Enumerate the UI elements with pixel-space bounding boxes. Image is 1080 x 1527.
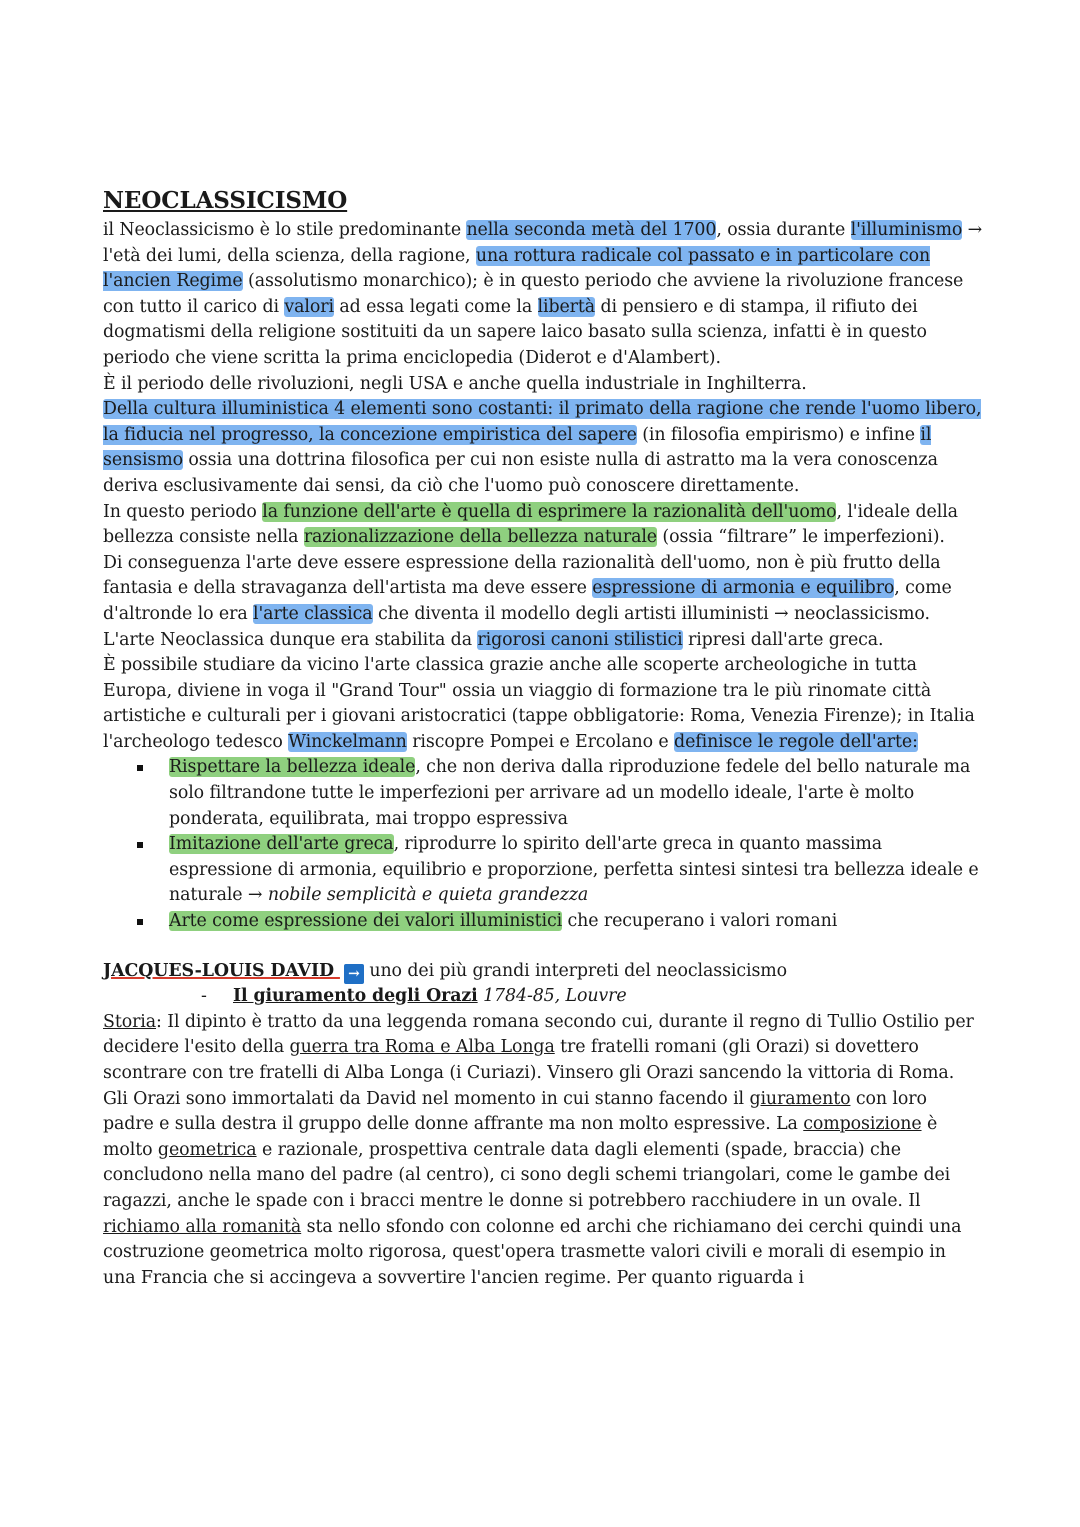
text: , come d'altronde lo era (103, 578, 952, 624)
text: con loro padre e sulla destra il gruppo delle donne affrante ma non molto espressive. La (103, 1088, 927, 1135)
paragraph-revolutions: È il periodo delle rivoluzioni, negli USA e anche quella industriale in Inghilterra. (103, 373, 807, 394)
artist-name: JACQUES-LOUIS DAVID (103, 960, 340, 981)
paragraph-intro (103, 218, 983, 372)
artist-description: uno dei più grandi interpreti del neoclassicismo (363, 960, 788, 981)
highlight-blue: nella seconda metà del 1700 (466, 220, 717, 240)
highlight-green: Arte come espressione dei valori illuministici (169, 911, 563, 932)
arrow-right-icon: → (344, 964, 364, 984)
highlight-green: razionalizzazione della bellezza naturale (303, 527, 657, 548)
highlight-green: Rispettare la bellezza ideale (169, 757, 416, 778)
highlight-blue: Winckelmann (288, 731, 407, 752)
paragraph-canons (103, 628, 983, 654)
work-title: Il giuramento degli Orazi (233, 986, 478, 1007)
highlight-blue: l'illuminismo (850, 220, 963, 240)
list-item (169, 909, 983, 935)
highlight-blue: definisce le regole dell'arte: (674, 731, 918, 752)
underlined-text: composizione (803, 1114, 922, 1135)
text: che diventa il modello degli artisti illuministi → neoclassicismo. (372, 603, 930, 624)
text: (assolutismo monarchico); è in questo periodo che avviene la rivoluzione francese con tutto il carico di (103, 271, 964, 317)
text: ossia una dottrina filosofica per cui non esiste nulla di astratto ma la vera conoscenza deriva esclusivamente dai sensi, da ciò che l'uomo può conoscere direttamente. (103, 450, 938, 496)
highlight-blue: rigorosi canoni stilistici (477, 629, 683, 650)
highlight-blue: l'arte classica (253, 603, 373, 624)
list-item (169, 832, 983, 909)
text: ad essa legati come la (333, 296, 538, 317)
work-heading (103, 984, 983, 1010)
text: e razionale, prospettiva centrale data dagli elementi (spade, braccia) che concludono nella mano del padre (al centro), ci sono degli schemi triangolari, come le gambe dei ragazzi, anche le spade con i bracci mentre le donne si potrebbero racchiudere in un ovale. Il (103, 1139, 951, 1211)
text: , riprodurre lo spirito dell'arte greca in quanto massima espressione di armonia, equilibrio e proporzione, perfetta sintesi sintesi tra bellezza ideale e naturale → (169, 834, 979, 906)
underlined-text: richiamo alla romanità (103, 1216, 302, 1237)
paragraph-consequence (103, 551, 983, 628)
text: Di conseguenza l'arte deve essere espressione della razionalità dell'uomo, non è più frutto della fantasia e della stravaganza dell'artista ma deve essere (103, 552, 941, 599)
underlined-text: geometrica (157, 1139, 257, 1160)
highlight-blue: il sensismo (103, 424, 932, 471)
page-title: NEOCLASSICISMO (103, 187, 348, 214)
text: , ossia durante (716, 220, 851, 240)
text: È possibile studiare da vicino l'arte classica grazie anche alle scoperte archeologiche in tutta Europa, diviene in voga il "Grand Tour" ossia un viaggio di formazione tra le più rinomate città artistiche e culturali per i giovani aristocratici (tappe obbligatorie: Roma, Venezia Firenze); in Italia l'archeologo tedesco (103, 655, 975, 752)
list-item (169, 755, 983, 832)
underlined-text: guerra tra Roma e Alba Longa (289, 1037, 555, 1058)
italic-text: nobile semplicità e quieta grandezza (267, 885, 589, 906)
text: che recuperano i valori romani (562, 911, 838, 932)
text: tre fratelli romani (gli Orazi) si dovettero scontrare con tre fratelli di Alba Longa (i Curiazi). Vinsero gli Orazi sancendo la vittoria di Roma. (103, 1037, 955, 1083)
paragraph-story (103, 1010, 983, 1087)
underlined-text: giuramento (749, 1088, 851, 1109)
rules-list (103, 755, 983, 934)
text: (ossia “filtrare” le imperfezioni). (657, 527, 945, 548)
text: : Il dipinto è tratto da una leggenda romana secondo cui, durante il regno di Tullio Ostilio per decidere l'esito della (103, 1011, 974, 1058)
text: riscopre Pompei e Ercolano e (406, 731, 675, 752)
document-body (103, 186, 983, 1291)
highlight-blue: una rottura radicale col passato e in particolare con l'ancien Regime (103, 245, 931, 292)
paragraph-composition (103, 1087, 983, 1292)
text: sta nello sfondo con colonne ed archi che richiamano dei cerchi quindi una costruzione geometrica molto rigorosa, quest'opera trasmette valori civili e morali di esempio in una Francia che si accingeva a sovvertire l'ancien regime. Per quanto riguarda i (103, 1216, 962, 1288)
work-info: 1784-85, Louvre (477, 986, 627, 1007)
text: , che non deriva dalla riproduzione fedele del bello naturale ma solo filtrandone tutte le imperfezioni per arrivare ad un modello ideale, l'arte è molto ponderata, equilibrata, mai troppo espressiva (169, 757, 971, 829)
text: (in filosofia empirismo) e infine (636, 424, 921, 445)
text: , l'ideale della bellezza consiste nella (103, 501, 958, 548)
paragraph-culture (103, 397, 983, 499)
paragraph-grand-tour (103, 653, 983, 755)
highlight-blue: valori (284, 296, 334, 317)
story-label: Storia (103, 1011, 157, 1032)
text: L'arte Neoclassica dunque era stabilita da (103, 629, 478, 650)
text: In questo periodo (103, 501, 263, 522)
text: → l'età dei lumi, della scienza, della ragione, (103, 220, 983, 266)
highlight-blue: espressione di armonia e equilibro (592, 578, 895, 599)
text: è molto (103, 1114, 938, 1160)
text: il Neoclassicismo è lo stile predominante (103, 220, 467, 240)
highlight-blue: Della cultura illuministica 4 elementi sono costanti: il primato della ragione che rende l'uomo libero, la fiducia nel progresso, la concezione empiristica del sapere (103, 399, 982, 445)
section-heading-david (103, 959, 983, 985)
text: ripresi dall'arte greca. (682, 629, 884, 650)
text: Gli Orazi sono immortalati da David nel momento in cui stanno facendo il (103, 1088, 750, 1109)
dash-bullet: - (201, 986, 207, 1007)
text: di pensiero e di stampa, il rifiuto dei dogmatismi della religione sostituiti da un sapere laico basato sulla scienza, infatti è in questo periodo che viene scritta la prima enciclopedia (Diderot e d'Alambert). (103, 296, 927, 368)
highlight-blue: libertà (537, 296, 596, 317)
paragraph-art-function (103, 500, 983, 551)
highlight-green: Imitazione dell'arte greca (169, 834, 394, 855)
highlight-green: la funzione dell'arte è quella di esprimere la razionalità dell'uomo (262, 501, 837, 522)
